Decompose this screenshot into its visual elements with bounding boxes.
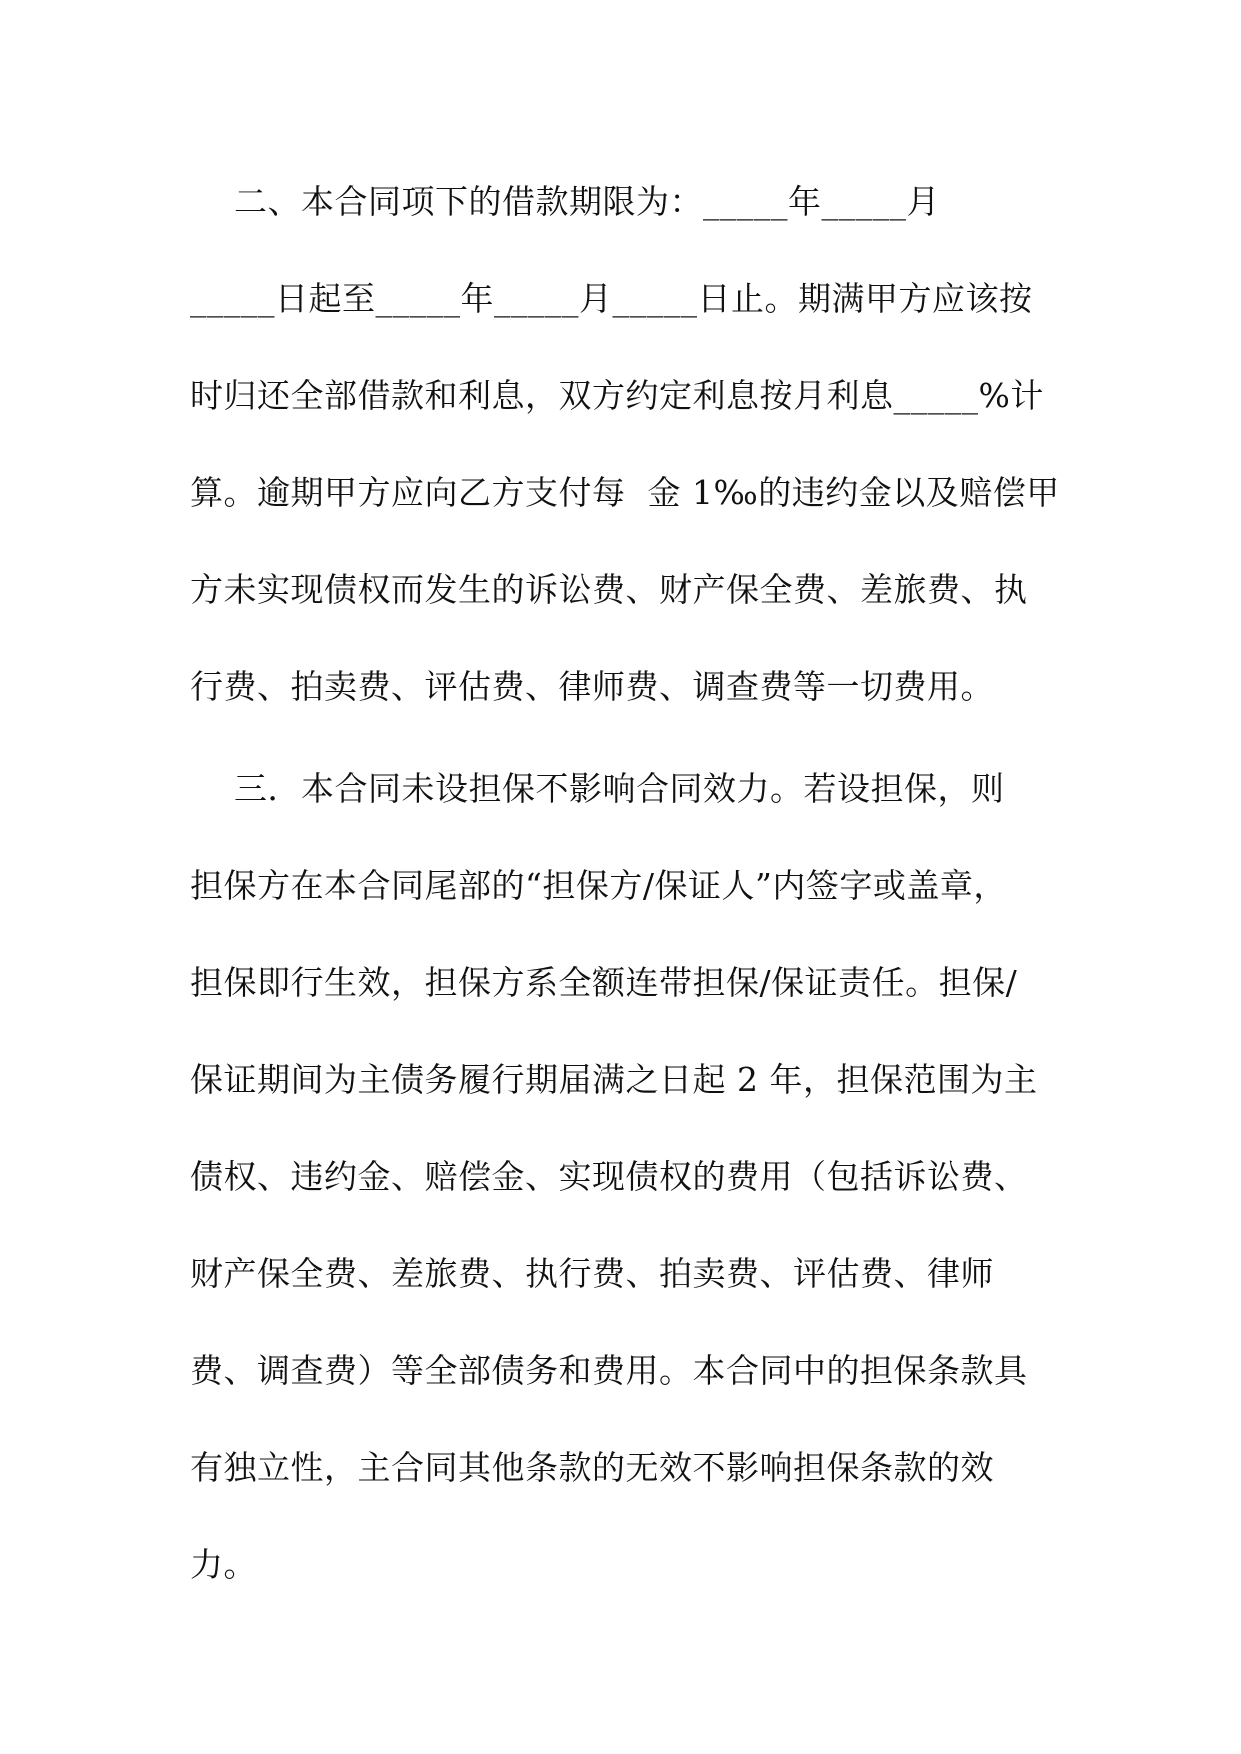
text-line: 担保即行生效，担保方系全额连带担保/保证责任。担保/ (190, 963, 1018, 1002)
text-line: 力。 (190, 1545, 257, 1584)
text-line: _____日起至_____年_____月_____日止。期满甲方应该按 (190, 279, 1033, 318)
text-line: 财产保全费、差旅费、执行费、拍卖费、评估费、律师 (190, 1254, 994, 1293)
text-line: 三．本合同未设担保不影响合同效力。若设担保，则 (190, 769, 1005, 808)
text-line: 担保方在本合同尾部的“担保方/保证人”内签字或盖章， (190, 866, 1007, 905)
text-line: 方未实现债权而发生的诉讼费、财产保全费、差旅费、执 (190, 570, 1028, 609)
text-line: 二、本合同项下的借款期限为：_____年_____月 (190, 182, 940, 221)
text-line: 有独立性，主合同其他条款的无效不影响担保条款的效 (190, 1448, 994, 1487)
text-line: 算。逾期甲方应向乙方支付每 金 1‰的违约金以及赔偿甲 (190, 473, 1060, 512)
text-line: 行费、拍卖费、评估费、律师费、调查费等一切费用。 (190, 667, 994, 706)
text-line: 费、调查费）等全部债务和费用。本合同中的担保条款具 (190, 1351, 1028, 1390)
text-line: 债权、违约金、赔偿金、实现债权的费用（包括诉讼费、 (190, 1157, 1028, 1196)
text-line: 时归还全部借款和利息，双方约定利息按月利息_____%计 (190, 376, 1044, 415)
text-line: 保证期间为主债务履行期届满之日起 2 年，担保范围为主 (190, 1060, 1038, 1099)
